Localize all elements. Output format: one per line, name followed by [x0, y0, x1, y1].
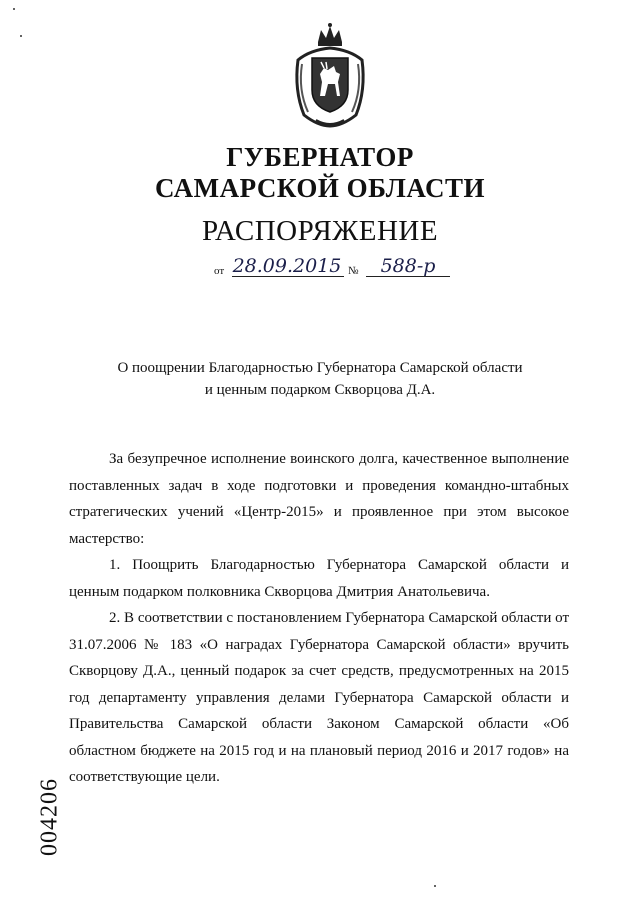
- subject-line2: и ценным подарком Скворцова Д.А.: [204, 382, 436, 398]
- body-item-2: 2. В соответствии с постановлением Губернатора Самарской области от 31.07.2006 № 183 «О наградах Губернатора Самарской области» вручить Скворцову Д.А., ценный подарок за счет средств, предусмотренных на 2015 год департаменту управления делами Губернатора Самарской области и Правительства Самарской области Законом Самарской области «Об областном бюджете на 2015 год и на плановый период 2016 и 2017 годов» на соответствующие цели.: [69, 610, 569, 785]
- date-from-label: от: [214, 265, 225, 277]
- stamp-number-text: 004206: [36, 778, 63, 856]
- scan-speck: [20, 35, 22, 37]
- document-date: 28.09.2015: [232, 255, 342, 277]
- body-preamble: За безупречное исполнение воинского долга, качественное выполнение поставленных задач в ходе подготовки и проведения командно-штабных стратегических учений «Центр-2015» и проявленное при этом высокое мастерство:: [69, 451, 569, 547]
- scan-speck: [434, 885, 436, 887]
- document-body: [69, 446, 569, 791]
- number-label: №: [348, 265, 359, 277]
- date-underline: [232, 276, 344, 277]
- scan-speck: [13, 8, 15, 10]
- coat-of-arms-emblem: [290, 20, 370, 130]
- document-title-line2: САМАРСКОЙ ОБЛАСТИ: [154, 173, 486, 203]
- subject-line1: О поощрении Благодарностью Губернатора Самарской области: [117, 360, 523, 376]
- document-number: 588-р: [380, 255, 436, 277]
- body-item-1: 1. Поощрить Благодарностью Губернатора Самарской области и ценным подарком полковника Скворцова Дмитрия Анатольевича.: [69, 557, 569, 600]
- number-underline: [366, 276, 450, 277]
- date-number-line: [214, 255, 454, 281]
- document-title-line1: ГУБЕРНАТОР: [226, 142, 414, 172]
- document-subject: [0, 357, 640, 401]
- page-stamp-number: [10, 762, 90, 872]
- document-type: РАСПОРЯЖЕНИЕ: [201, 215, 439, 247]
